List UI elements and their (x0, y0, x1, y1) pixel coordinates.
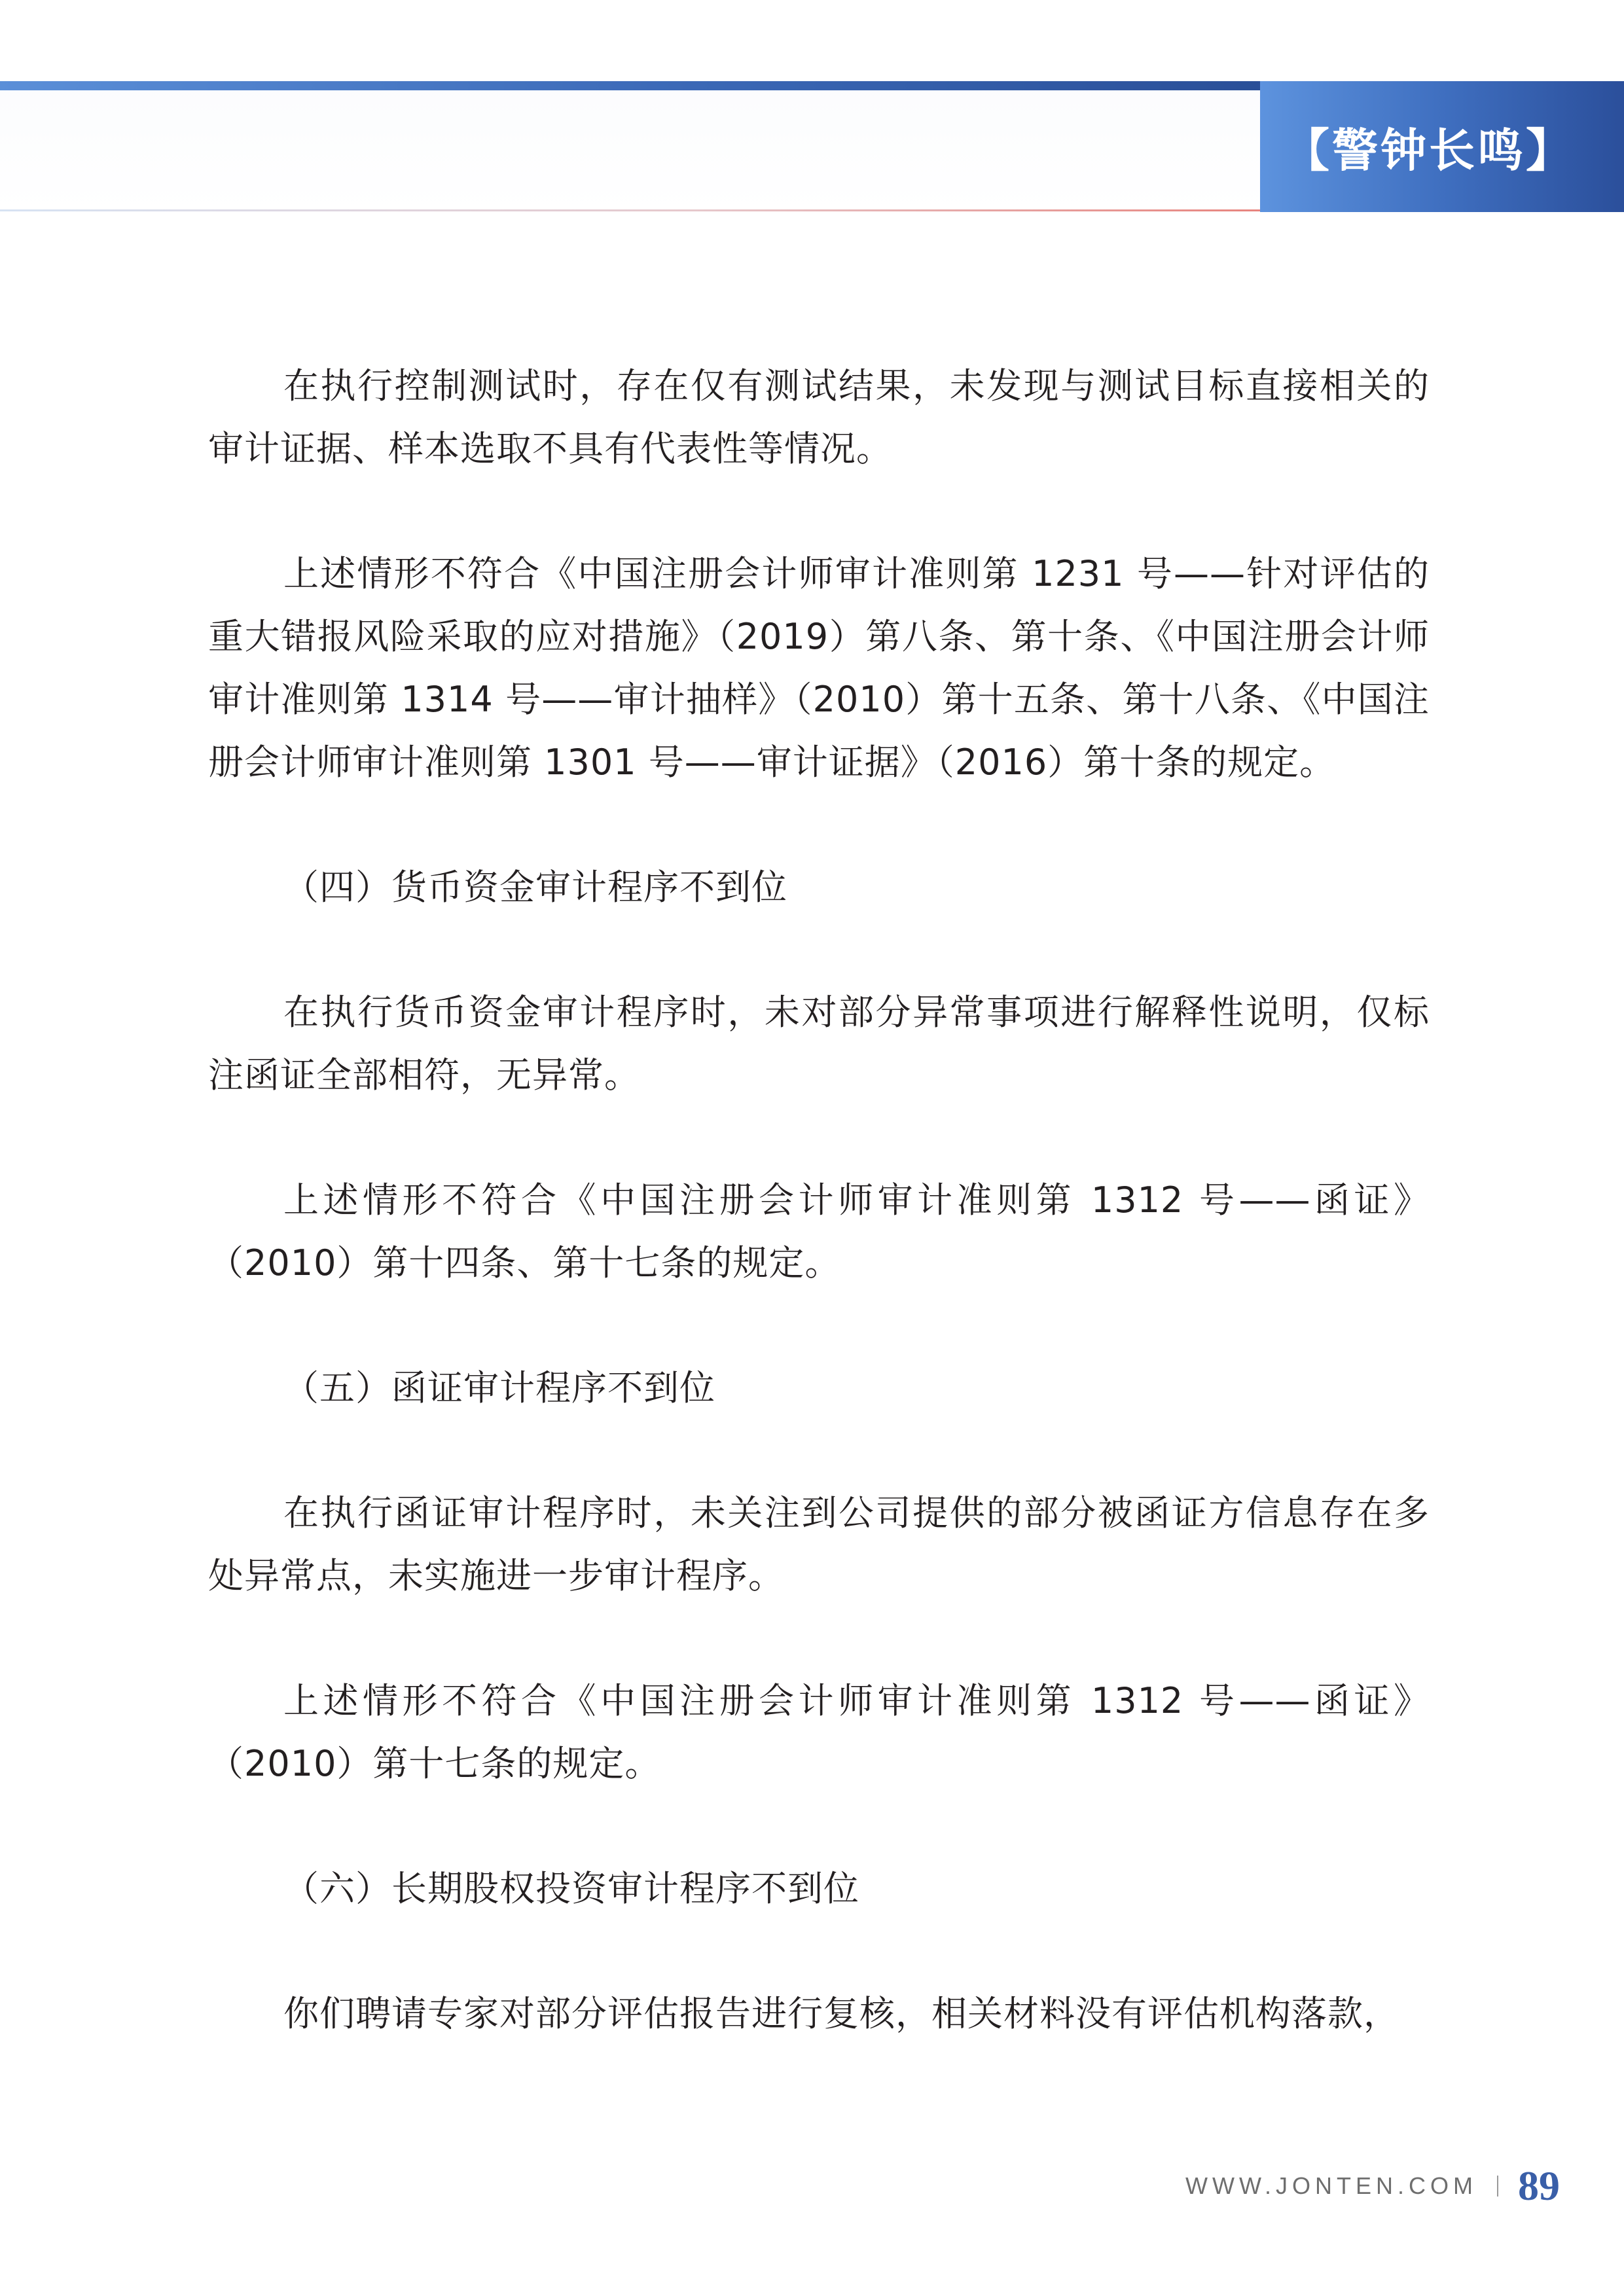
section-heading: （六）长期股权投资审计程序不到位 (283, 1868, 859, 1909)
page-footer (1185, 2160, 1560, 2212)
paragraph: 上述情形不符合《中国注册会计师审计准则第 1312 号——函证》（2010）第十七条的规定。 (208, 1680, 1430, 1784)
paragraph: 在执行货币资金审计程序时，未对部分异常事项进行解释性说明，仅标注函证全部相符，无异常。 (208, 992, 1430, 1096)
document-body (208, 355, 1430, 2108)
footer-divider (1497, 2176, 1498, 2197)
section-heading: （五）函证审计程序不到位 (283, 1367, 715, 1408)
header-bottom-rule (0, 209, 1260, 211)
section-tag-label: 【警钟长鸣】 (1284, 123, 1574, 177)
paragraph: 在执行控制测试时，存在仅有测试结果，未发现与测试目标直接相关的审计证据、样本选取不具有代表性等情况。 (208, 365, 1430, 469)
paragraph: 上述情形不符合《中国注册会计师审计准则第 1312 号——函证》（2010）第十四条、第十七条的规定。 (208, 1179, 1430, 1283)
paragraph: 上述情形不符合《中国注册会计师审计准则第 1231 号——针对评估的重大错报风险采取的应对措施》（2019）第八条、第十条、《中国注册会计师审计准则第 1314 号——审计抽样》（2010）第十五条、第十八条、《中国注册会计师审计准则第 1301 号——审计证据》（2016）第十条的规定。 (208, 553, 1430, 783)
header-top-rule (0, 81, 1260, 90)
paragraph: 在执行函证审计程序时，未关注到公司提供的部分被函证方信息存在多处异常点，未实施进一步审计程序。 (208, 1492, 1430, 1596)
section-heading: （四）货币资金审计程序不到位 (283, 867, 787, 908)
page-number: 89 (1518, 2162, 1560, 2209)
paragraph: 你们聘请专家对部分评估报告进行复核，相关材料没有评估机构落款， (283, 1993, 1399, 2034)
header-band (0, 81, 1260, 212)
footer-website: WWW.JONTEN.COM (1185, 2172, 1477, 2199)
section-tag (1260, 81, 1624, 212)
